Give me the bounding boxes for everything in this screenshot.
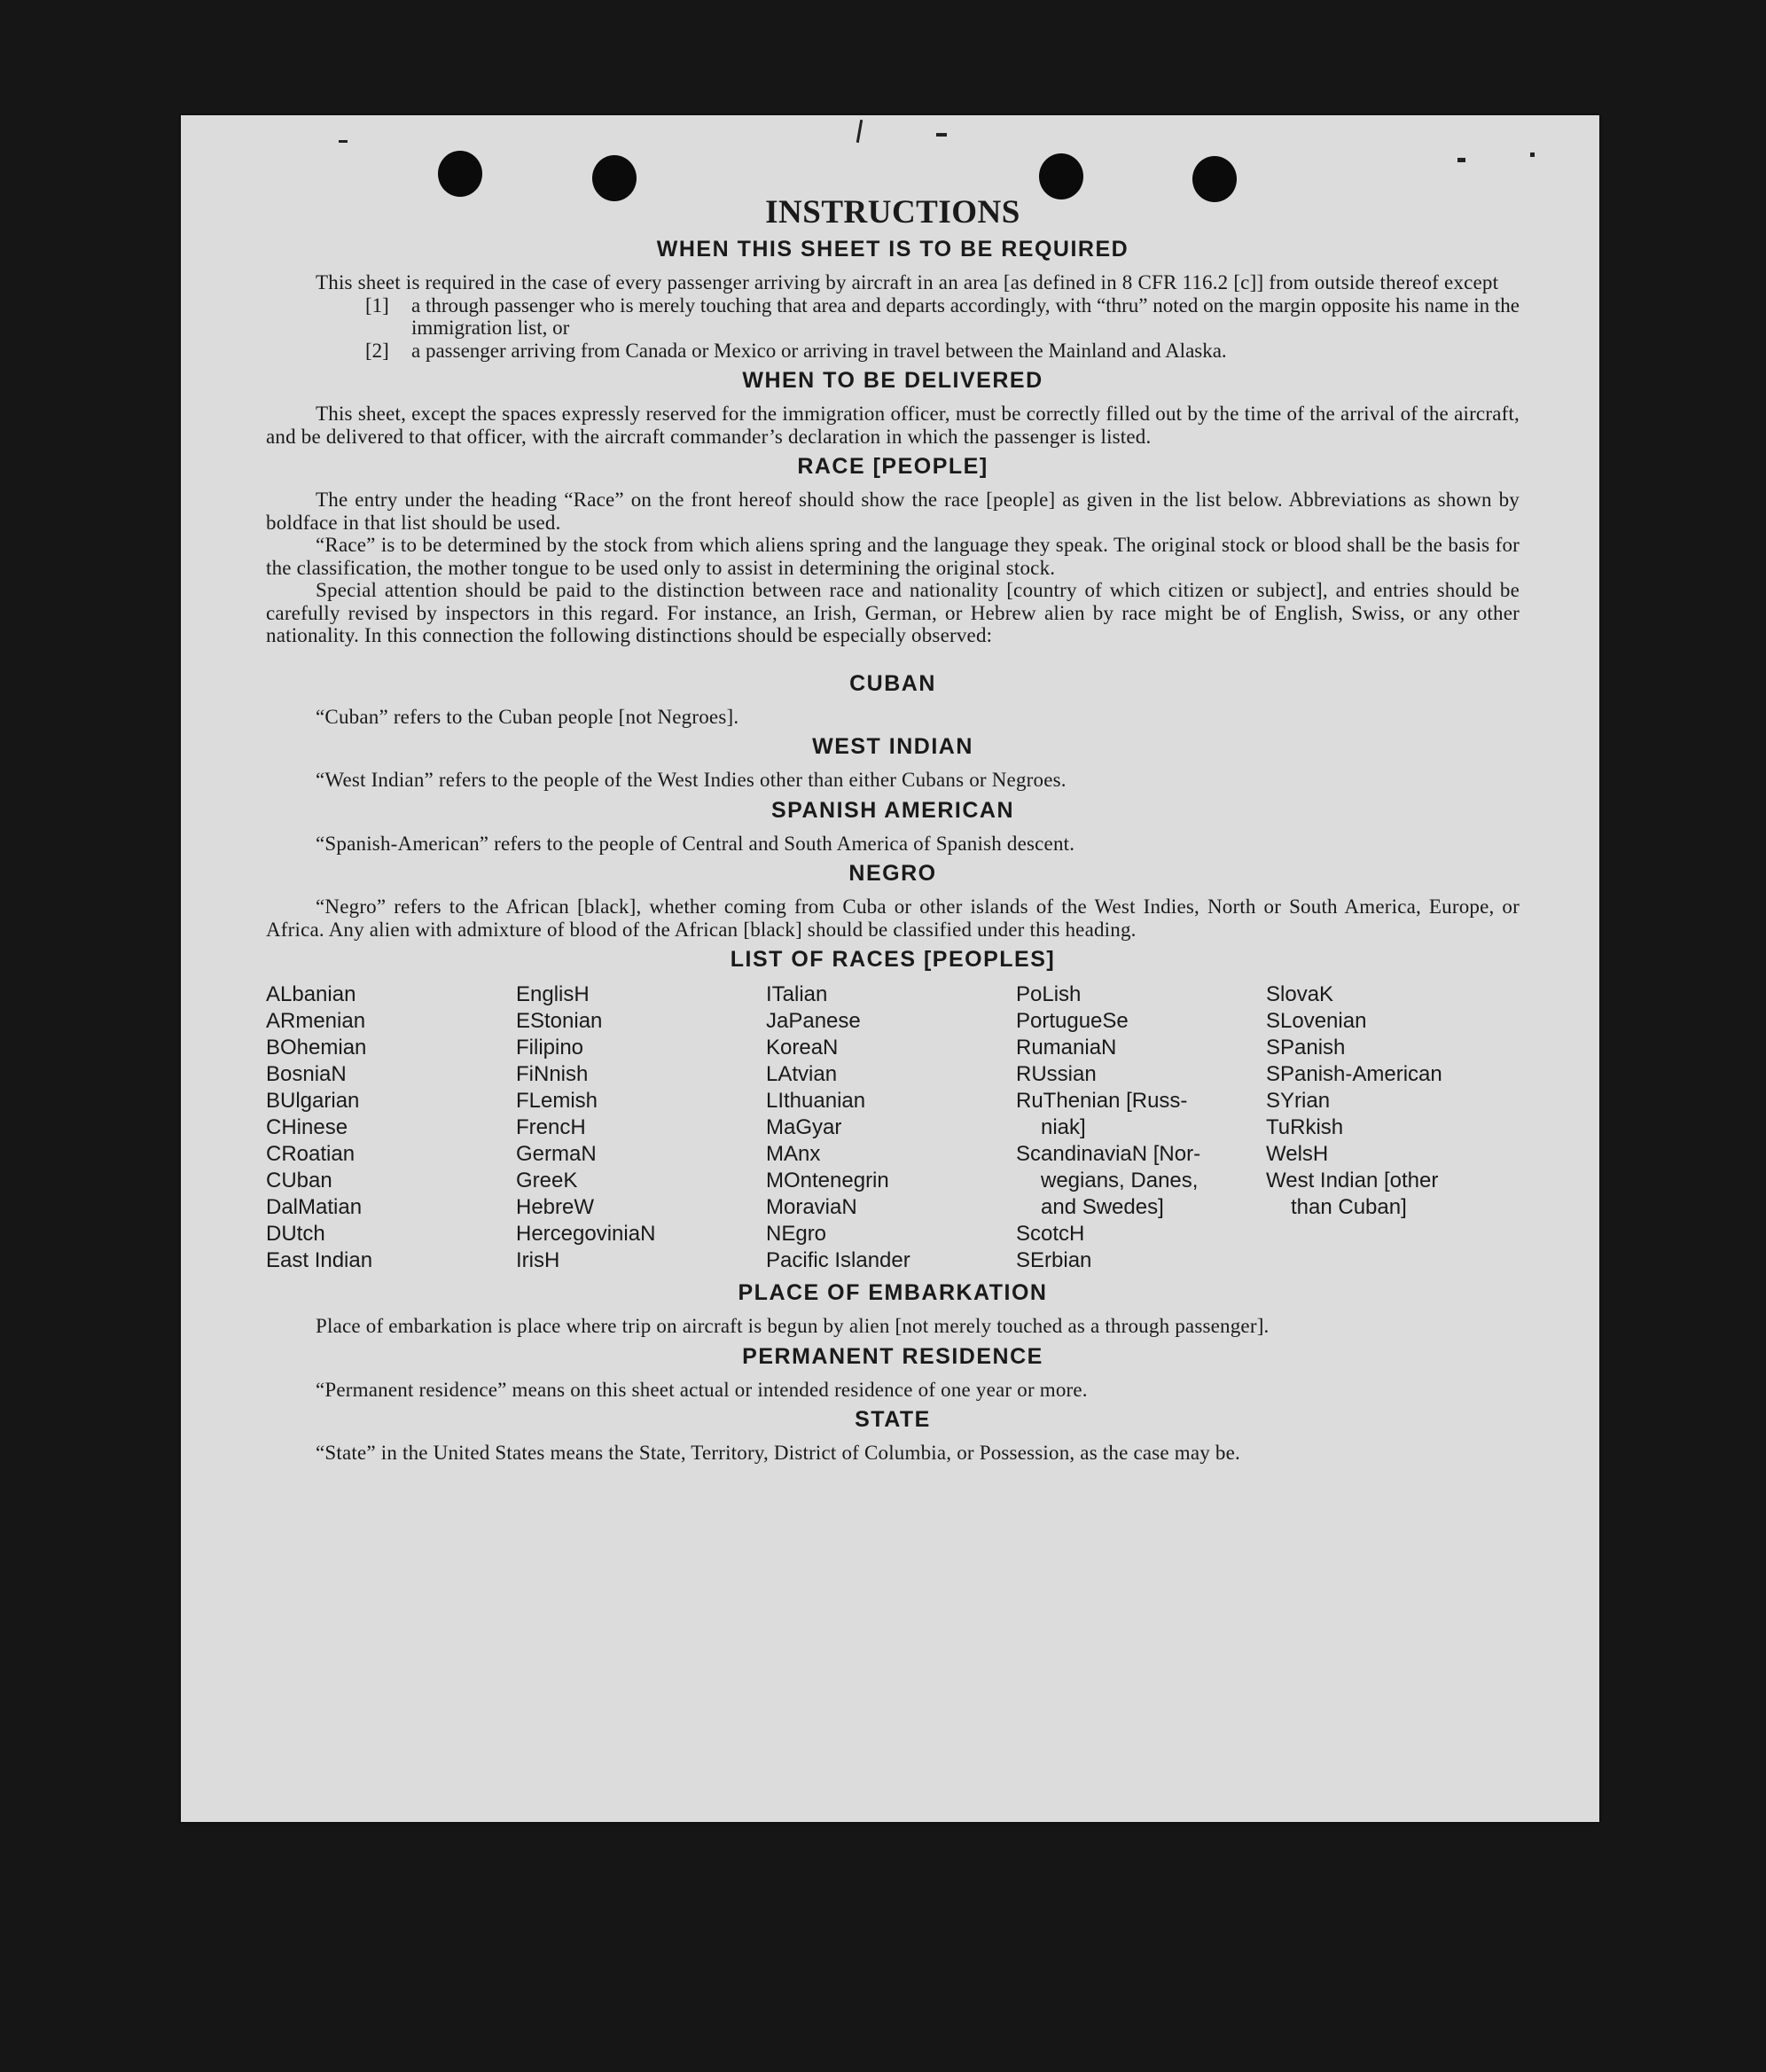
race-entry: PoLish [1016,982,1082,1006]
heading-when-delivered: WHEN TO BE DELIVERED [742,368,1043,393]
race-entry: SlovaK [1266,982,1334,1006]
required-intro: This sheet is required in the case of every passenger arriving by aircraft in an area [as defined in 8 CFR 116.2 [c]] from outside thereof except [316,271,1499,293]
heading-list-of-races: LIST OF RACES [PEOPLES] [730,947,1056,972]
race-entry: JaPanese [766,1009,861,1033]
race-entry: FLemish [516,1089,598,1113]
race-entry: SPanish-American [1266,1062,1442,1086]
race-entry: PortugueSe [1016,1009,1129,1033]
race-entry: RuThenian [Russ- [1016,1089,1188,1113]
race-entry: LIthuanian [766,1089,866,1113]
race-paragraph-3: Special attention should be paid to the distinction between race and nationality [country of which citizen or subject], and entries should be carefully revised by inspectors in this regard. For instance, an Irish, German, or Hebrew alien by race might be of English, Swiss, or any other nationality. In this connection the following distinctions should be especially observed: [266,579,1520,646]
race-entry: TuRkish [1266,1115,1344,1139]
race-entry: East Indian [266,1248,373,1272]
race-column [766,981,1016,1274]
race-entry: Filipino [516,1036,584,1059]
west-indian-text: “West Indian” refers to the people of the West Indies other than either Cubans or Negroes. [316,769,1067,791]
race-entry: BOhemian [266,1036,367,1059]
race-entry: CRoatian [266,1142,356,1166]
heading-embarkation: PLACE OF EMBARKATION [738,1280,1048,1305]
exception-clauses [365,294,1520,363]
clause-text: a through passenger who is merely touching that area and departs accordingly, with “thru” noted on the margin opposite his name in the immigration list, or [411,293,1520,339]
race-entry: HebreW [516,1195,595,1219]
race-entry: NEgro [766,1222,827,1246]
race-entry: WelsH [1266,1142,1329,1166]
race-entry: KoreaN [766,1036,839,1059]
dust-speck [339,140,348,143]
heading-spanish-american: SPANISH AMERICAN [770,797,1014,823]
race-entry: ITalian [766,982,828,1006]
heading-when-required: WHEN THIS SHEET IS TO BE REQUIRED [656,237,1129,262]
race-column [516,981,766,1274]
clause-text: a passenger arriving from Canada or Mexico or arriving in travel between the Mainland and Alaska. [411,339,1227,362]
race-entry-continued: niak] [1041,1115,1086,1139]
state-text: “State” in the United States means the State, Territory, District of Columbia, or Possession, as the case may be. [316,1442,1240,1464]
race-entry: EStonian [516,1009,603,1033]
race-column [1016,981,1266,1274]
race-entry: BUlgarian [266,1089,360,1113]
race-entry: SYrian [1266,1089,1331,1113]
heading-permanent-residence: PERMANENT RESIDENCE [742,1343,1043,1369]
race-entry: CHinese [266,1115,348,1139]
race-entry: MAnx [766,1142,821,1166]
punch-hole [1039,153,1083,199]
race-entry: FrencH [516,1115,586,1139]
race-entry: SLovenian [1266,1009,1367,1033]
race-entry: IrisH [516,1248,560,1272]
negro-text: “Negro” refers to the African [black], whether coming from Cuba or other islands of the West Indies, North or South America, Europe, or Africa. Any alien with admixture of blood of the African [black] should be classified under this heading. [266,895,1520,941]
race-entry: ScandinaviaN [Nor- [1016,1142,1201,1166]
heading-race: RACE [PEOPLE] [797,454,988,479]
race-entry: GreeK [516,1169,578,1192]
race-entry: GermaN [516,1142,597,1166]
heading-cuban: CUBAN [849,670,936,696]
heading-state: STATE [855,1407,931,1432]
race-entry: BosniaN [266,1062,347,1086]
race-column [266,981,516,1274]
race-list [266,981,1520,1274]
delivered-text: This sheet, except the spaces expressly reserved for the immigration officer, must be correctly filled out by the time of the arrival of the aircraft, and be delivered to that officer, with the aircraft commander’s declaration in which the passenger is listed. [266,403,1520,448]
race-entry: LAtvian [766,1062,838,1086]
race-entry: ScotcH [1016,1222,1085,1246]
race-entry: ARmenian [266,1009,366,1033]
race-entry: RumaniaN [1016,1036,1117,1059]
residence-text: “Permanent residence” means on this sheet actual or intended residence of one year or more. [316,1378,1088,1401]
race-entry-continued: than Cuban] [1291,1195,1407,1219]
race-entry: Pacific Islander [766,1248,910,1272]
dust-speck [936,133,947,137]
document-sheet [181,115,1599,1822]
clause-item [365,340,1520,363]
instructions-content [266,195,1520,1465]
race-entry: MOntenegrin [766,1169,889,1192]
race-paragraph-2: “Race” is to be determined by the stock from which aliens spring and the language they speak. The original stock or blood shall be the basis for the classification, the mother tongue to be used only to assist in determining the original stock. [266,534,1520,579]
page-title: INSTRUCTIONS [765,194,1020,231]
clause-number: [1] [365,293,389,317]
cuban-text: “Cuban” refers to the Cuban people [not Negroes]. [316,705,739,728]
race-entry: MoraviaN [766,1195,857,1219]
race-entry: RUssian [1016,1062,1097,1086]
dust-speck [856,120,863,143]
clause-number: [2] [365,339,389,362]
punch-hole [438,151,482,197]
race-entry: MaGyar [766,1115,842,1139]
race-entry-continued: and Swedes] [1041,1195,1164,1219]
race-entry: SErbian [1016,1248,1092,1272]
race-entry: DalMatian [266,1195,363,1219]
race-entry: SPanish [1266,1036,1346,1059]
race-entry: CUban [266,1169,332,1192]
race-column [1266,981,1520,1274]
race-entry: West Indian [other [1266,1169,1439,1192]
race-entry: DUtch [266,1222,325,1246]
race-entry: ALbanian [266,982,356,1006]
dust-speck [1457,158,1465,162]
heading-west-indian: WEST INDIAN [812,734,973,759]
race-entry-continued: wegians, Danes, [1041,1169,1199,1192]
race-entry: EnglisH [516,982,590,1006]
race-entry: FiNnish [516,1062,589,1086]
race-paragraph-1: The entry under the heading “Race” on the front hereof should show the race [people] as given in the list below. Abbreviations as shown by boldface in that list should be used. [266,489,1520,534]
race-entry: HercegoviniaN [516,1222,656,1246]
dust-speck [1530,152,1535,157]
spanish-american-text: “Spanish-American” refers to the people of Central and South America of Spanish descent. [316,832,1075,855]
heading-negro: NEGRO [848,861,937,886]
embarkation-text: Place of embarkation is place where trip on aircraft is begun by alien [not merely touched as a through passenger]. [316,1315,1270,1337]
clause-item [365,294,1520,340]
